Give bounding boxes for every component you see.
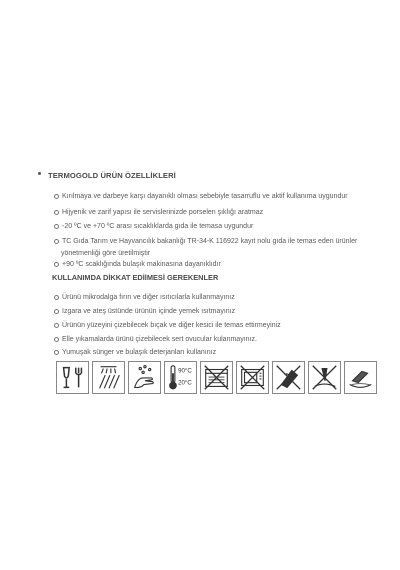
temperature-icon: [164, 361, 197, 394]
care-icons-row: [56, 361, 377, 394]
temp-low-label: 20°C: [178, 379, 192, 387]
feature-item: +90 ºC scaklığında bulaşık makinasına dayanıklıdır: [62, 260, 221, 269]
warning-item: Ürünü mikrodalga fırın ve diğer ısıtıcılarla kullanmayınız: [62, 293, 235, 302]
feature-item: TC Gıda Tarım ve Hayvancılık bakanlığı TR-34-K 116922 kayıt nolu gıda ile temas eden ürünler: [62, 237, 357, 246]
warning-item: Ürünün yüzeyini çizebilecek bıçak ve diğer kesici ile temas ettirmeyiniz: [62, 321, 281, 330]
feature-item-continuation: yönetmenliği göre üretilmiştir: [61, 250, 151, 257]
warning-item: Yumuşak sünger ve bulaşık deterjanları kullanınız: [62, 348, 216, 357]
sponge-icon: [344, 361, 377, 394]
dishwasher-icon: [92, 361, 125, 394]
food-safe-icon: [56, 361, 89, 394]
feature-item: Kırılmaya ve darbeye karşı dayanıklı olması sebebiyle tasarruflu ve aktif kullanıma uygundur: [62, 192, 348, 201]
warnings-title: KULLANIMDA DİKKAT EDİlMESİ GEREKENLER: [52, 273, 219, 282]
feature-item: -20 ºC ve +70 ºC arası sıcaklıklarda gıda ile temasa uygundur: [62, 222, 253, 231]
temp-high-label: 90°C: [178, 367, 192, 375]
section-bullet: [38, 172, 41, 175]
warning-item: Elle yıkamalarda ürünü çizebilecek sert ovucular kulanmayınız.: [62, 335, 257, 344]
features-title: TERMOGOLD ÜRÜN ÖZELLİKLERİ: [48, 171, 176, 180]
hand-wash-icon: [128, 361, 161, 394]
feature-item: Hijyenik ve zarif yapısı ile servislerinizde porselen şıklığı aratmaz: [62, 208, 263, 217]
no-scourer-icon: [308, 361, 341, 394]
no-microwave-icon: [236, 361, 269, 394]
no-oven-icon: [200, 361, 233, 394]
warning-item: Izgara ve ateş üstünde ürünün içinde yemek ısıtmayınız: [62, 307, 235, 316]
no-knife-icon: [272, 361, 305, 394]
